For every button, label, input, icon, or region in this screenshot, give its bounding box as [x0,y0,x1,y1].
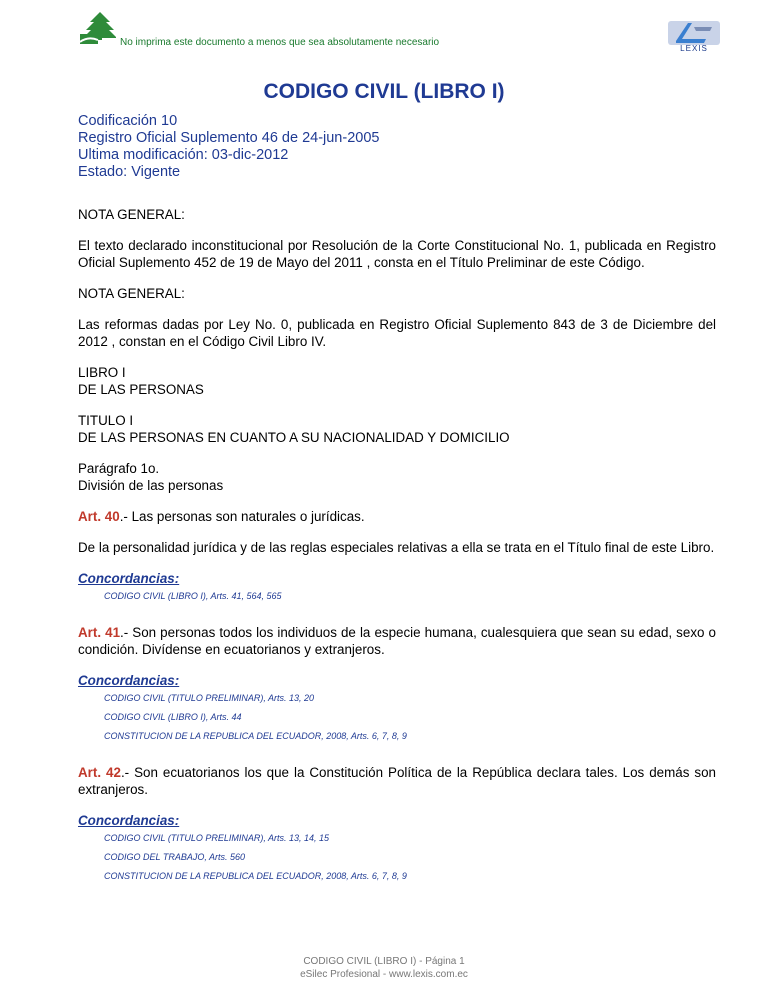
article-text: .- Son personas todos los individuos de la especie humana, cualesquiera que sean su edad, sexo o condición. Divídense en ecuatorianos y extranjeros. [78,625,716,657]
meta-ultima-modificacion: Ultima modificación: 03-dic-2012 [78,147,289,163]
meta-registro-oficial: Registro Oficial Suplemento 46 de 24-jun-2005 [78,130,380,146]
article-number: Art. 42 [78,765,121,780]
concordancia-link[interactable]: CONSTITUCION DE LA REPUBLICA DEL ECUADOR, 2008, Arts. 6, 7, 8, 9 [104,871,407,881]
article-number: Art. 40 [78,509,120,524]
libro-heading [78,364,716,398]
article-text: .- Son ecuatorianos los que la Constitución Política de la República declara tales. Los demás son extranjeros. [78,765,716,797]
titulo-number: TITULO I [78,413,134,428]
concordancias-heading: Concordancias: [78,813,180,828]
concordancia-link[interactable]: CODIGO CIVIL (LIBRO I), Arts. 41, 564, 565 [104,591,282,601]
libro-number: LIBRO I [78,365,126,380]
footer-page-label: CODIGO CIVIL (LIBRO I) - Página 1 [303,956,465,967]
article-number: Art. 41 [78,625,121,640]
concordancia-link[interactable]: CODIGO CIVIL (TITULO PRELIMINAR), Arts. 13, 14, 15 [104,833,330,843]
titulo-heading [78,412,716,446]
note-text: Las reformas dadas por Ley No. 0, publicada en Registro Oficial Suplemento 843 de 3 de Diciembre del 2012 , constan en el Código Civil Libro IV. [78,317,716,349]
article-40-extra: De la personalidad jurídica y de las reglas especiales relativas a ella se trata en el Título final de este Libro. [78,540,715,555]
page-footer [0,955,768,981]
concordancias-list [104,591,716,602]
note-text: El texto declarado inconstitucional por Resolución de la Corte Constitucional No. 1, publicada en Registro Oficial Suplemento 452 de 19 de Mayo del 2011 , consta en el Título Preliminar de este Código. [78,238,716,270]
article-40 [78,508,716,525]
article-42 [78,764,716,798]
concordancias-heading: Concordancias: [78,673,180,688]
concordancias-list [104,693,716,742]
paragrafo-name: División de las personas [78,478,224,493]
titulo-name: DE LAS PERSONAS EN CUANTO A SU NACIONALIDAD Y DOMICILIO [78,430,510,445]
note-heading: NOTA GENERAL: [78,207,185,222]
concordancia-link[interactable]: CODIGO CIVIL (LIBRO I), Arts. 44 [104,712,242,722]
paragrafo-number: Parágrafo 1o. [78,461,160,476]
concordancias-list [104,833,716,882]
article-41 [78,624,716,658]
meta-estado: Estado: Vigente [78,164,181,180]
article-text: .- Las personas son naturales o jurídicas. [119,509,365,524]
concordancia-link[interactable]: CODIGO DEL TRABAJO, Arts. 560 [104,852,246,862]
concordancias-heading: Concordancias: [78,571,180,586]
libro-name: DE LAS PERSONAS [78,382,204,397]
concordancia-link[interactable]: CONSTITUCION DE LA REPUBLICA DEL ECUADOR, 2008, Arts. 6, 7, 8, 9 [104,731,407,741]
document-body [78,206,716,904]
lexis-logo-text: LEXIS [680,44,708,53]
concordancia-link[interactable]: CODIGO CIVIL (TITULO PRELIMINAR), Arts. 13, 20 [104,693,315,703]
meta-codificacion: Codificación 10 [78,113,178,129]
eco-print-note: No imprima este documento a menos que sea absolutamente necesario [120,37,440,48]
paragrafo-heading [78,460,716,494]
footer-source: eSilec Profesional - www.lexis.com.ec [300,969,468,980]
tree-eco-icon [80,12,116,44]
page-title: CODIGO CIVIL (LIBRO I) [263,80,505,103]
document-metadata [78,113,379,181]
page-header [0,0,768,60]
note-heading: NOTA GENERAL: [78,286,185,301]
